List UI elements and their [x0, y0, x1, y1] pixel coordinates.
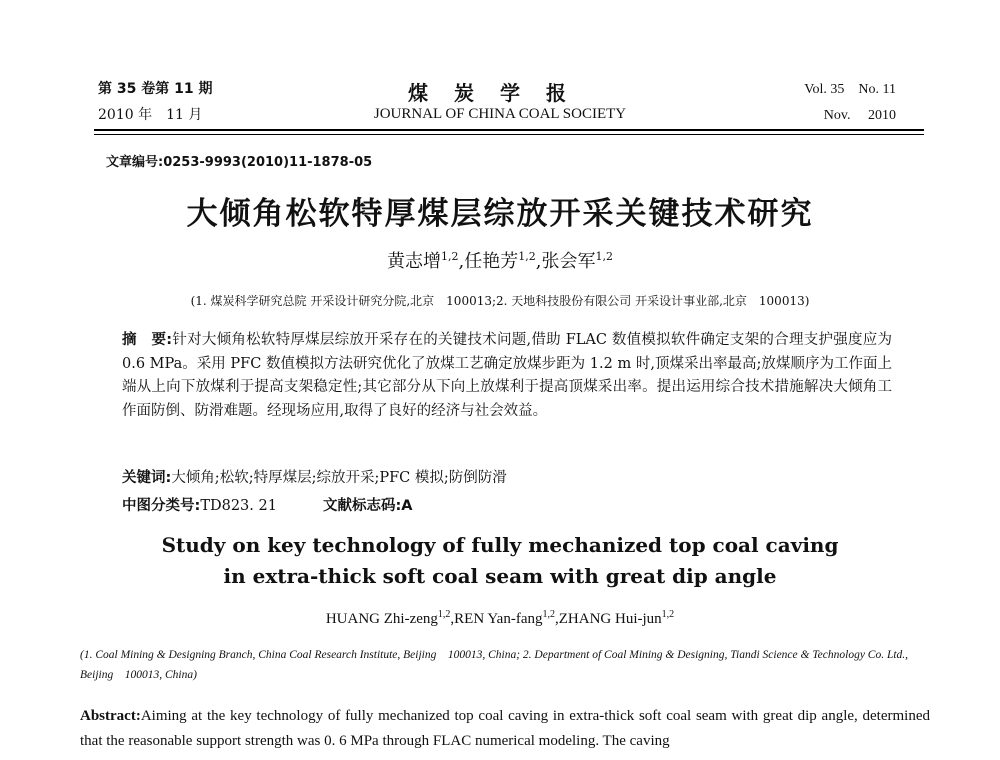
abstract-label-en: Abstract: [80, 708, 141, 724]
paper-title-cn: 大倾角松软特厚煤层综放开采关键技术研究 [186, 196, 814, 232]
header-rule-thin [94, 134, 924, 135]
affiliation-en: (1. Coal Mining & Designing Branch, China Coal Research Institute, Beijing 100013, China; 2. Department of Coal Mining & Designing, Tiandi Science & Technology Co. Ltd., Beijing 100013, China) [80, 649, 909, 681]
keywords-label-cn: 关键词: [122, 470, 172, 486]
abstract-text-cn: 针对大倾角松软特厚煤层综放开采存在的关键技术问题,借助 FLAC 数值模拟软件确定支架的合理支护强度应为 0.6 MPa。采用 PFC 数值模拟方法研究优化了放煤工艺确定放煤步距为 1.2 m 时,顶煤采出率最高;放煤顺序为工作面上端从上向下放煤利于提高支架稳定性;其它部分从下向上放煤利于提高顶煤采出率。提出运用综合技术措施解决大倾角工作面防倒、防滑难题。经现场应用,取得了良好的经济与社会效益。 [122, 332, 892, 419]
issue-info-cn: 第 35 卷第 11 期 [98, 81, 213, 97]
author-affil-sup: 1,2 [437, 609, 451, 620]
volume-info: Vol. 35 No. 11 [804, 82, 896, 97]
author-affil-sup: 1,2 [595, 250, 613, 263]
author-separator: , [450, 611, 455, 627]
journal-title-en: JOURNAL OF CHINA COAL SOCIETY [373, 106, 627, 122]
affiliation-cn: (1. 煤炭科学研究总院 开采设计研究分院,北京 100013;2. 天地科技股份有限公司 开采设计事业部,北京 100013) [190, 294, 810, 308]
abstract-en [80, 704, 930, 754]
author-affil-sup: 1,2 [441, 250, 459, 263]
clc-value: TD823. 21 [200, 498, 277, 514]
classification-line [122, 494, 413, 515]
title-en-line-1: Study on key technology of fully mechanized top coal caving [161, 533, 839, 557]
date-en: Nov. 2010 [823, 108, 896, 123]
author-separator: , [555, 611, 559, 627]
author-name: 黄志增 [387, 251, 442, 272]
author-affil-sup: 1,2 [661, 609, 675, 620]
author-affil-sup: 1,2 [542, 609, 555, 620]
author-affil-sup: 1,2 [518, 250, 536, 263]
clc-label: 中图分类号: [122, 498, 201, 514]
article-number: 文章编号:0253-9993(2010)11-1878-05 [106, 155, 373, 170]
author-separator: , [535, 251, 542, 272]
abstract-text-en: Aiming at the key technology of fully mechanized top coal caving in extra-thick soft coal seam with great dip angle, determined that the reasonable support strength was 0. 6 MPa through FLAC numerical modeling. The caving [80, 708, 930, 749]
abstract-label-cn: 摘 要: [122, 332, 173, 348]
keywords-text-cn: 大倾角;松软;特厚煤层;综放开采;PFC 模拟;防倒防滑 [171, 470, 507, 486]
paper-title-en [60, 530, 940, 592]
author-name: 张会军 [541, 251, 596, 272]
doc-code-value: A [401, 498, 413, 514]
author-name: ZHANG Hui-jun [558, 611, 662, 627]
title-en-line-2: in extra-thick soft coal seam with great dip angle [223, 564, 777, 588]
author-name: 任艳芳 [464, 251, 519, 272]
doc-code-label: 文献标志码: [322, 498, 402, 514]
authors-cn [60, 247, 940, 273]
author-name: REN Yan-fang [454, 611, 543, 627]
authors-en [60, 609, 940, 628]
date-cn: 2010 年 11 月 [98, 107, 203, 123]
abstract-cn [122, 329, 892, 423]
header-rule-thick [94, 129, 924, 131]
journal-title-cn: 煤炭学报 [408, 81, 592, 105]
author-separator: , [458, 251, 465, 272]
keywords-cn [122, 466, 507, 487]
author-name: HUANG Zhi-zeng [325, 611, 438, 627]
